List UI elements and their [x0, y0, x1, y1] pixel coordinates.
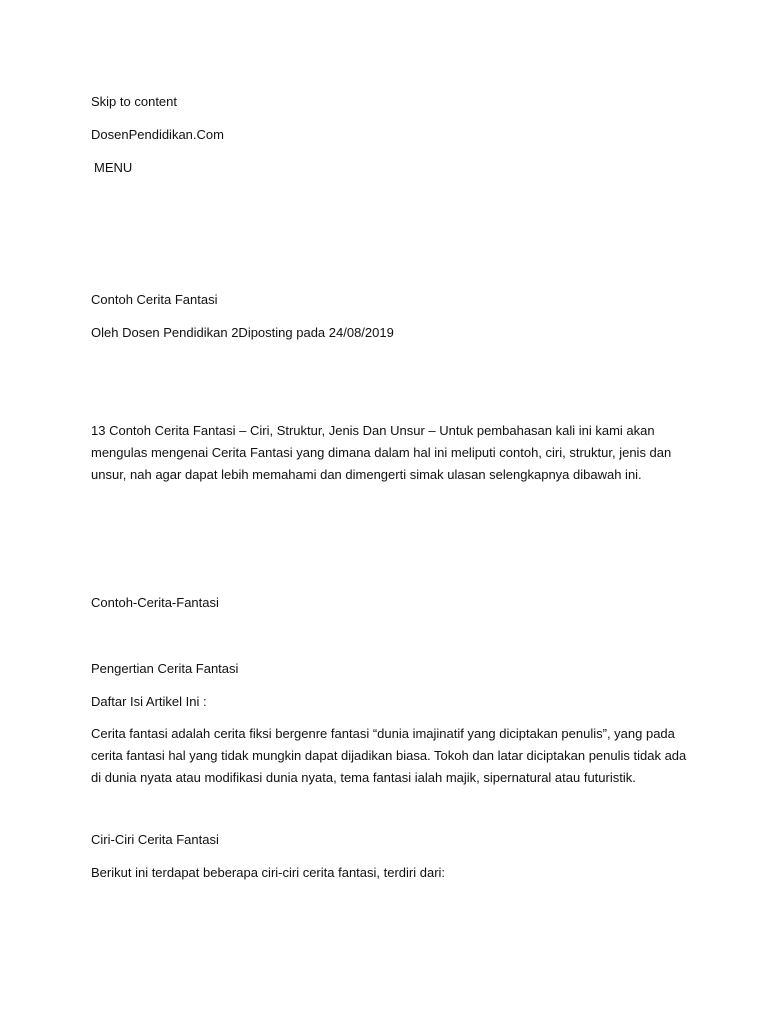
intro-line: 13 Contoh Cerita Fantasi – Ciri, Struktur, Jenis Dan Unsur – Untuk pembahasan kali ini kami akan — [91, 423, 655, 438]
article-byline: Oleh Dosen Pendidikan 2Diposting pada 24/08/2019 — [91, 325, 394, 340]
image-caption: Contoh-Cerita-Fantasi — [91, 595, 219, 610]
definition-line: di dunia nyata atau modifikasi dunia nyata, tema fantasi ialah majik, sipernatural atau futuristik. — [91, 770, 636, 785]
table-of-contents-label: Daftar Isi Artikel Ini : — [91, 694, 207, 709]
intro-line: mengulas mengenai Cerita Fantasi yang dimana dalam hal ini meliputi contoh, ciri, struktur, jenis dan — [91, 445, 672, 460]
intro-line: unsur, nah agar dapat lebih memahami dan dimengerti simak ulasan selengkapnya dibawah ini. — [91, 467, 642, 482]
definition-paragraph — [91, 723, 687, 789]
section-heading-pengertian: Pengertian Cerita Fantasi — [91, 661, 239, 676]
section-heading-ciri: Ciri-Ciri Cerita Fantasi — [91, 832, 219, 847]
site-name-link[interactable]: DosenPendidikan.Com — [91, 127, 224, 142]
section-intro-ciri: Berikut ini terdapat beberapa ciri-ciri cerita fantasi, terdiri dari: — [91, 865, 446, 880]
article-intro — [91, 420, 676, 486]
menu-button[interactable]: MENU — [94, 160, 133, 175]
article-title: Contoh Cerita Fantasi — [91, 292, 218, 307]
definition-line: cerita fantasi hal yang tidak mungkin dapat dijadikan biasa. Tokoh dan latar diciptakan penulis tidak ada — [91, 748, 687, 763]
definition-line: Cerita fantasi adalah cerita fiksi bergenre fantasi “dunia imajinatif yang diciptakan penulis”, yang pada — [91, 726, 675, 741]
skip-to-content-link[interactable]: Skip to content — [91, 94, 177, 109]
